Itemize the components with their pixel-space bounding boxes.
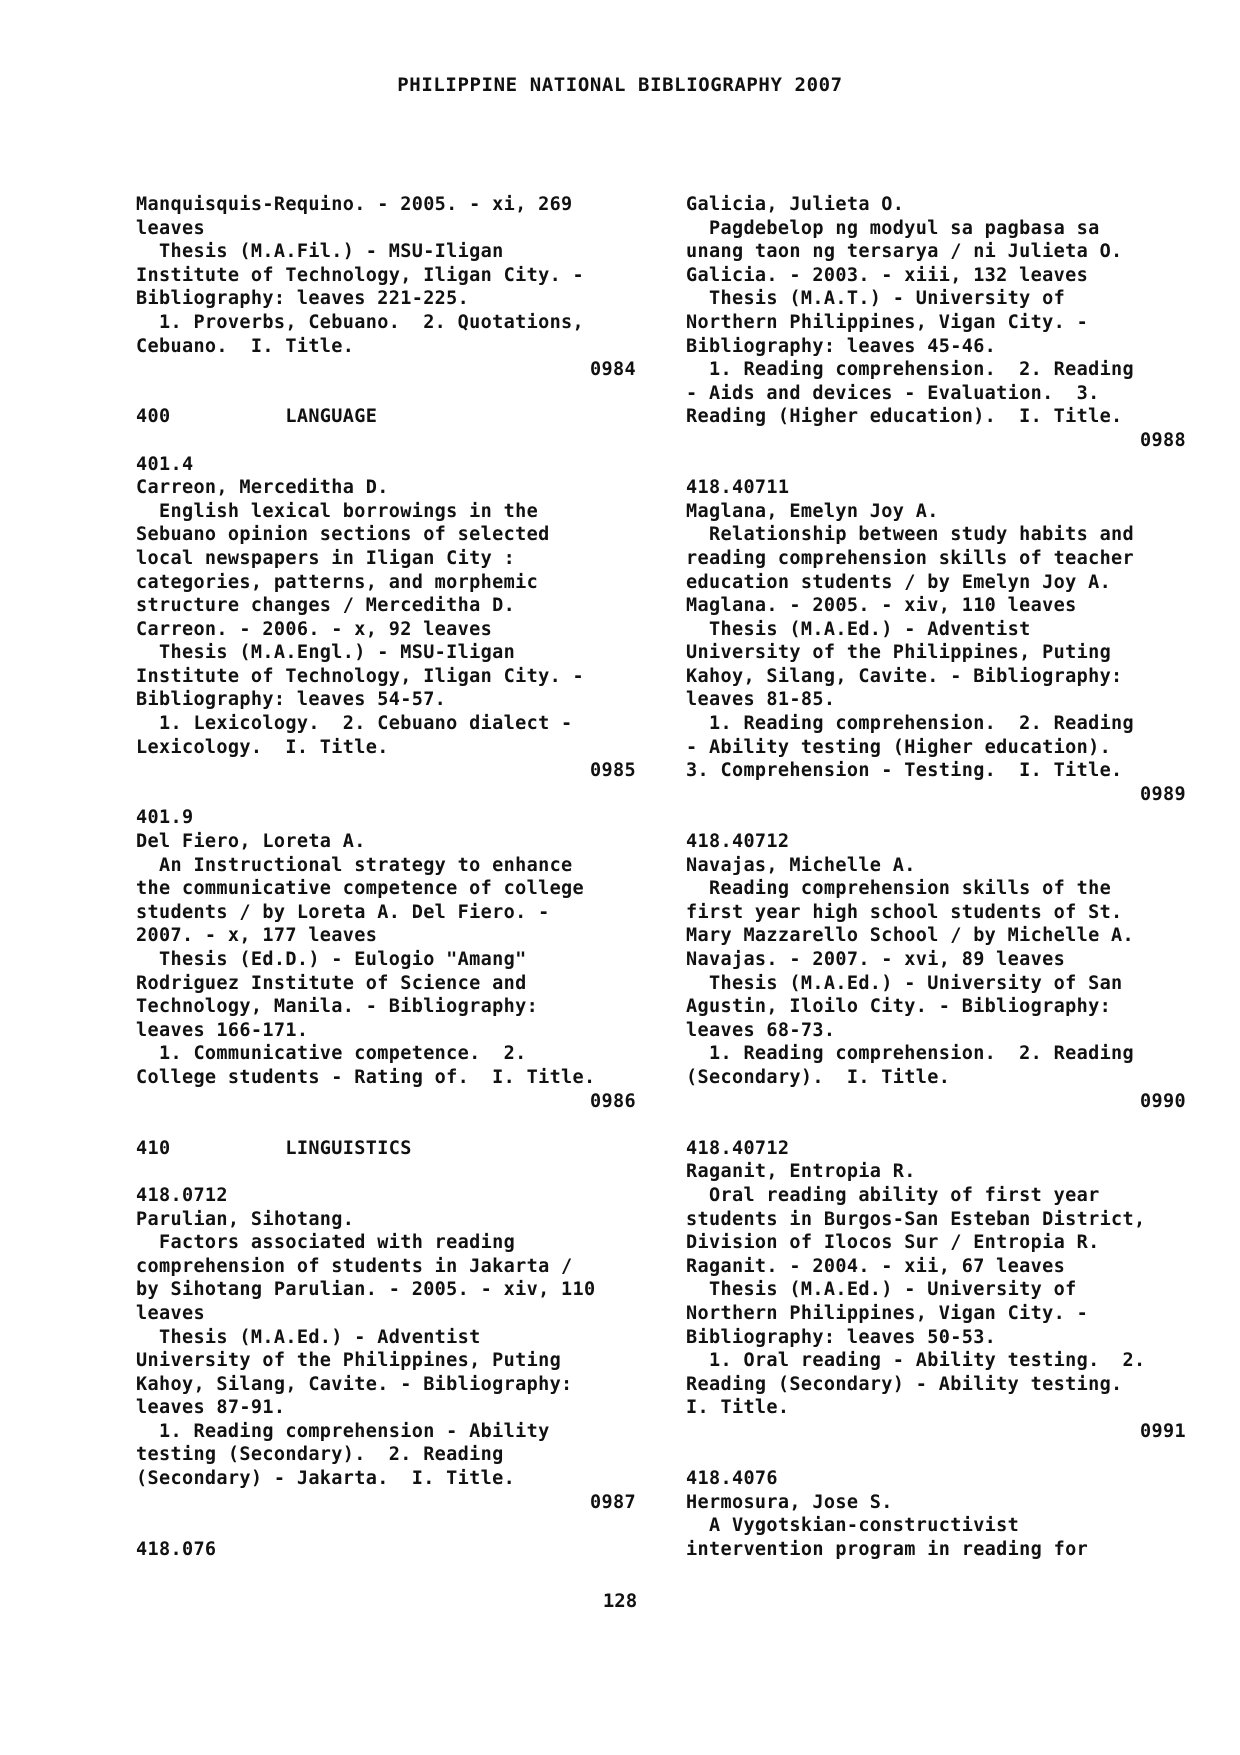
text-line: Carreon, Merceditha D. <box>136 477 389 499</box>
blank-line <box>136 1160 636 1184</box>
text-line: 418.4076 <box>686 1468 778 1490</box>
text-line: Mary Mazzarello School / by Michelle A. <box>686 925 1135 947</box>
text-line: 1. Communicative competence. 2. <box>136 1043 527 1065</box>
text-line: - Aids and devices - Evaluation. 3. <box>686 382 1100 404</box>
entry-number: 0991 <box>1140 1420 1186 1442</box>
text-line: I. Title. <box>686 1397 790 1419</box>
text-line: 3. Comprehension - Testing. I. Title. <box>686 760 1123 782</box>
text-line: Carreon. - 2006. - x, 92 leaves <box>136 618 493 640</box>
text-line: Maglana, Emelyn Joy A. <box>686 500 939 522</box>
text-line: Bibliography: leaves 54-57. <box>136 689 447 711</box>
text-line: Reading (Higher education). I. Title. <box>686 406 1123 428</box>
text-line: students / by Loreta A. Del Fiero. - <box>136 901 550 923</box>
entry-number: 0989 <box>1140 783 1186 805</box>
text-line: 418.0712 <box>136 1184 228 1206</box>
entry-number: 0988 <box>1140 429 1186 451</box>
text-line: Navajas. - 2007. - xvi, 89 leaves <box>686 949 1066 970</box>
text-line: Rodriguez Institute of Science and <box>136 972 527 994</box>
text-line: Thesis (M.A.Ed.) - Adventist <box>136 1326 481 1348</box>
text-line: Institute of Technology, Iligan City. - <box>136 665 585 687</box>
text-line: first year high school students of St. <box>686 901 1123 923</box>
text-line: Thesis (Ed.D.) - Eulogio "Amang" <box>136 949 527 970</box>
text-line: Division of Ilocos Sur / Entropia R. <box>686 1232 1100 1254</box>
text-line: Bibliography: leaves 45-46. <box>686 335 997 357</box>
text-line: Thesis (M.A.Engl.) - MSU-Iligan <box>136 642 516 664</box>
text-line: A Vygotskian-constructivist <box>686 1515 1020 1537</box>
text-line: Northern Philippines, Vigan City. - <box>686 311 1089 333</box>
text-line: Reading (Secondary) - Ability testing. <box>686 1373 1123 1395</box>
text-line: Maglana. - 2005. - xiv, 110 leaves <box>686 595 1077 617</box>
text-line: leaves <box>136 1302 205 1324</box>
blank-line <box>136 783 636 807</box>
text-line: Thesis (M.A.Ed.) - University of <box>686 1279 1077 1301</box>
blank-line <box>686 1443 1186 1467</box>
text-line: Manquisquis-Requino. - 2005. - xi, 269 <box>136 194 573 215</box>
text-line: intervention program in reading for <box>686 1538 1089 1560</box>
text-line: Technology, Manila. - Bibliography: <box>136 996 539 1018</box>
text-line: University of the Philippines, Puting <box>136 1350 562 1372</box>
text-line: 1. Reading comprehension. 2. Reading <box>686 359 1135 381</box>
text-line: Galicia, Julieta O. <box>686 194 905 215</box>
left-column <box>136 193 636 1561</box>
text-line: 1. Lexicology. 2. Cebuano dialect - <box>136 713 573 735</box>
text-line: Bibliography: leaves 50-53. <box>686 1326 997 1348</box>
entry-number: 0984 <box>590 359 636 381</box>
entry-number: 0985 <box>590 760 636 782</box>
text-line: An Instructional strategy to enhance <box>136 854 573 876</box>
text-line: 1. Reading comprehension - Ability <box>136 1420 550 1442</box>
text-line: Kahoy, Silang, Cavite. - Bibliography: <box>136 1373 573 1395</box>
text-line: Thesis (M.A.Ed.) - University of San <box>686 972 1123 994</box>
blank-line <box>136 1113 636 1137</box>
text-line: Institute of Technology, Iligan City. - <box>136 264 585 286</box>
text-line: Raganit. - 2004. - xii, 67 leaves <box>686 1255 1066 1277</box>
text-line: Northern Philippines, Vigan City. - <box>686 1302 1089 1324</box>
text-line: 418.40711 <box>686 477 790 499</box>
text-line: leaves 166-171. <box>136 1019 309 1041</box>
text-line: College students - Rating of. I. Title. <box>136 1066 596 1088</box>
right-column <box>686 193 1186 1561</box>
text-line: 401.4 <box>136 453 194 475</box>
entry-number: 0990 <box>1140 1090 1186 1112</box>
page-title: PHILIPPINE NATIONAL BIBLIOGRAPHY 2007 <box>397 74 843 96</box>
text-line: local newspapers in Iligan City : <box>136 547 516 569</box>
text-line: testing (Secondary). 2. Reading <box>136 1444 504 1466</box>
text-line: leaves 87-91. <box>136 1397 286 1419</box>
text-line: Bibliography: leaves 221-225. <box>136 288 470 310</box>
text-line: 1. Reading comprehension. 2. Reading <box>686 1043 1135 1065</box>
text-line: Navajas, Michelle A. <box>686 854 916 876</box>
text-line: Agustin, Iloilo City. - Bibliography: <box>686 996 1112 1018</box>
text-line: Galicia. - 2003. - xiii, 132 leaves <box>686 264 1089 286</box>
text-line: 1. Proverbs, Cebuano. 2. Quotations, <box>136 311 585 333</box>
text-line: 418.076 <box>136 1538 217 1560</box>
text-line: leaves 68-73. <box>686 1019 836 1041</box>
text-line: 418.40712 <box>686 831 790 853</box>
text-line: Pagdebelop ng modyul sa pagbasa sa <box>686 217 1100 239</box>
text-line: Lexicology. I. Title. <box>136 736 389 758</box>
blank-line <box>686 1113 1186 1137</box>
text-line: leaves <box>136 217 205 239</box>
text-line: English lexical borrowings in the <box>136 500 539 522</box>
text-line: Hermosura, Jose S. <box>686 1491 893 1513</box>
text-line: by Sihotang Parulian. - 2005. - xiv, 110 <box>136 1279 596 1301</box>
blank-line <box>686 806 1186 830</box>
text-line: Oral reading ability of first year <box>686 1184 1100 1206</box>
text-line: Del Fiero, Loreta A. <box>136 831 366 853</box>
text-line: (Secondary). I. Title. <box>686 1066 951 1088</box>
text-line: 1. Reading comprehension. 2. Reading <box>686 713 1135 735</box>
text-line: comprehension of students in Jakarta / <box>136 1255 573 1277</box>
text-line: 2007. - x, 177 leaves <box>136 925 378 947</box>
text-line: unang taon ng tersarya / ni Julieta O. <box>686 241 1123 263</box>
text-line: Thesis (M.A.T.) - University of <box>686 288 1066 310</box>
text-line: 410 LINGUISTICS <box>136 1137 412 1159</box>
text-line: leaves 81-85. <box>686 689 836 711</box>
text-line: 400 LANGUAGE <box>136 406 378 428</box>
page-number: 128 <box>602 1590 638 1612</box>
text-line: 1. Oral reading - Ability testing. 2. <box>686 1350 1146 1372</box>
text-line: Factors associated with reading <box>136 1232 516 1254</box>
blank-line <box>136 429 636 453</box>
text-line: 418.40712 <box>686 1137 790 1159</box>
text-line: Parulian, Sihotang. <box>136 1208 355 1230</box>
text-line: Kahoy, Silang, Cavite. - Bibliography: <box>686 665 1123 687</box>
text-line: 401.9 <box>136 807 194 829</box>
text-line: Relationship between study habits and <box>686 524 1135 546</box>
text-line: - Ability testing (Higher education). <box>686 736 1112 758</box>
entry-number: 0986 <box>590 1090 636 1112</box>
text-line: education students / by Emelyn Joy A. <box>686 571 1112 593</box>
blank-line <box>136 382 636 406</box>
entry-number: 0987 <box>590 1491 636 1513</box>
blank-line <box>686 453 1186 477</box>
text-line: Reading comprehension skills of the <box>686 878 1112 900</box>
text-line: Thesis (M.A.Ed.) - Adventist <box>686 618 1031 640</box>
text-line: reading comprehension skills of teacher <box>686 547 1135 569</box>
text-line: Cebuano. I. Title. <box>136 335 355 357</box>
text-line: (Secondary) - Jakarta. I. Title. <box>136 1468 516 1490</box>
text-line: Raganit, Entropia R. <box>686 1161 916 1183</box>
blank-line <box>136 1514 636 1538</box>
text-line: University of the Philippines, Puting <box>686 642 1112 664</box>
text-line: structure changes / Merceditha D. <box>136 595 516 617</box>
text-line: Sebuano opinion sections of selected <box>136 524 550 546</box>
text-line: categories, patterns, and morphemic <box>136 571 539 593</box>
text-line: the communicative competence of college <box>136 878 585 900</box>
text-line: Thesis (M.A.Fil.) - MSU-Iligan <box>136 241 504 263</box>
text-line: students in Burgos-San Esteban District, <box>686 1208 1146 1230</box>
